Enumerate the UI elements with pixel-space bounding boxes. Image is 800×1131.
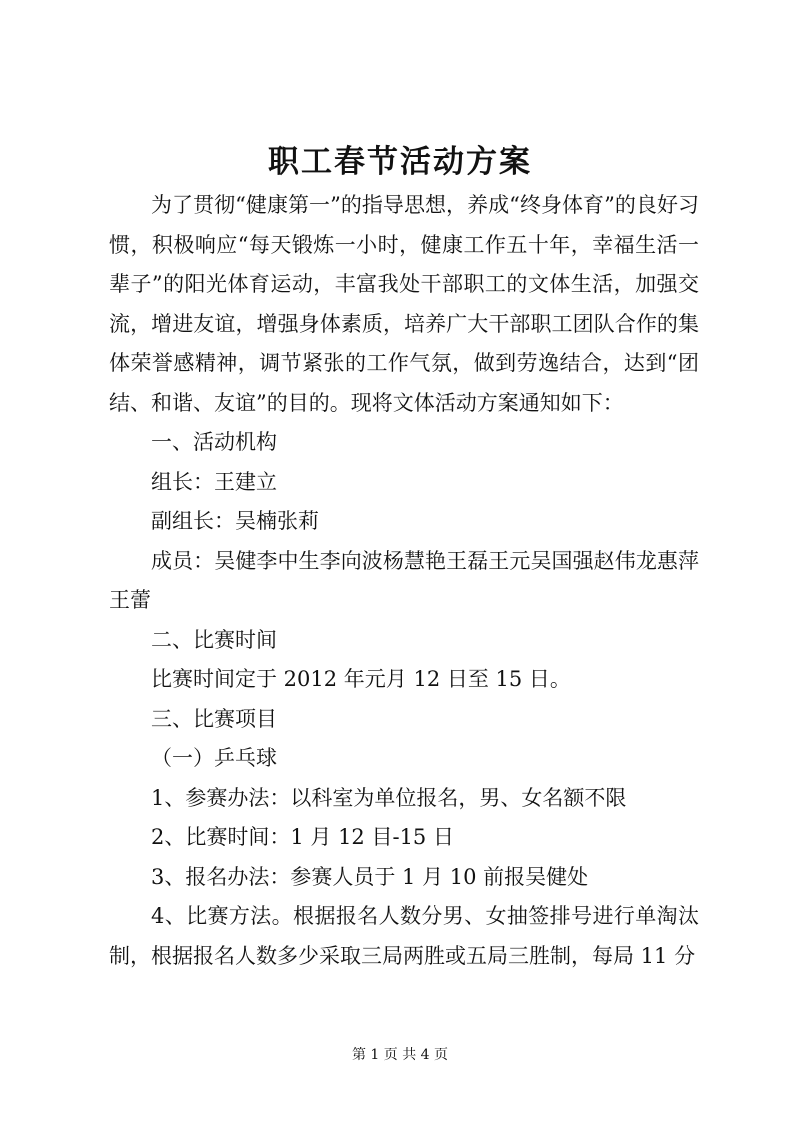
page-footer: 第 1 页 共 4 页 <box>351 1047 449 1063</box>
document-body <box>109 186 699 976</box>
section-heading-events: 三、比赛项目 <box>151 706 277 731</box>
group-leader-line: 组长：王建立 <box>151 469 277 494</box>
rule-item-1: 1、参赛办法：以科室为单位报名，男、女名额不限 <box>151 785 627 810</box>
subsection-heading-table-tennis: （一）乒乓球 <box>151 746 277 770</box>
document-title: 职工春节活动方案 <box>268 144 532 180</box>
competition-time-line: 比赛时间定于 2012 年元月 12 日至 15 日。 <box>151 667 571 691</box>
section-heading-time: 二、比赛时间 <box>151 627 277 652</box>
rule-item-4: 4、比赛方法。根据报名人数分男、女抽签排号进行单淘汰制，根据报名人数多少采取三局两胜或五局三胜制，每局 11 分 <box>109 904 699 968</box>
members-paragraph: 成员：吴健李中生李向波杨慧艳王磊王元吴国强赵伟龙惠萍王蕾 <box>109 548 699 612</box>
section-heading-organization: 一、活动机构 <box>151 430 277 454</box>
deputy-leader-line: 副组长：吴楠张莉 <box>151 509 319 533</box>
rule-item-3: 3、报名办法：参赛人员于 1 月 10 前报吴健处 <box>151 864 589 889</box>
rule-item-2: 2、比赛时间：1 月 12 目-15 日 <box>151 825 454 849</box>
intro-paragraph: 为了贯彻“健康第一”的指导思想，养成“终身体育”的良好习惯，积极响应“每天锻炼一小时，健康工作五十年，幸福生活一辈子”的阳光体育运动，丰富我处干部职工的文体生活，加强交流，增进友谊，增强身体素质，培养广大干部职工团队合作的集体荣誉感精神，调节紧张的工作气氛，做到劳逸结合，达到“团结、和谐、友谊”的目的。现将文体活动方案通知如下： <box>109 193 699 415</box>
